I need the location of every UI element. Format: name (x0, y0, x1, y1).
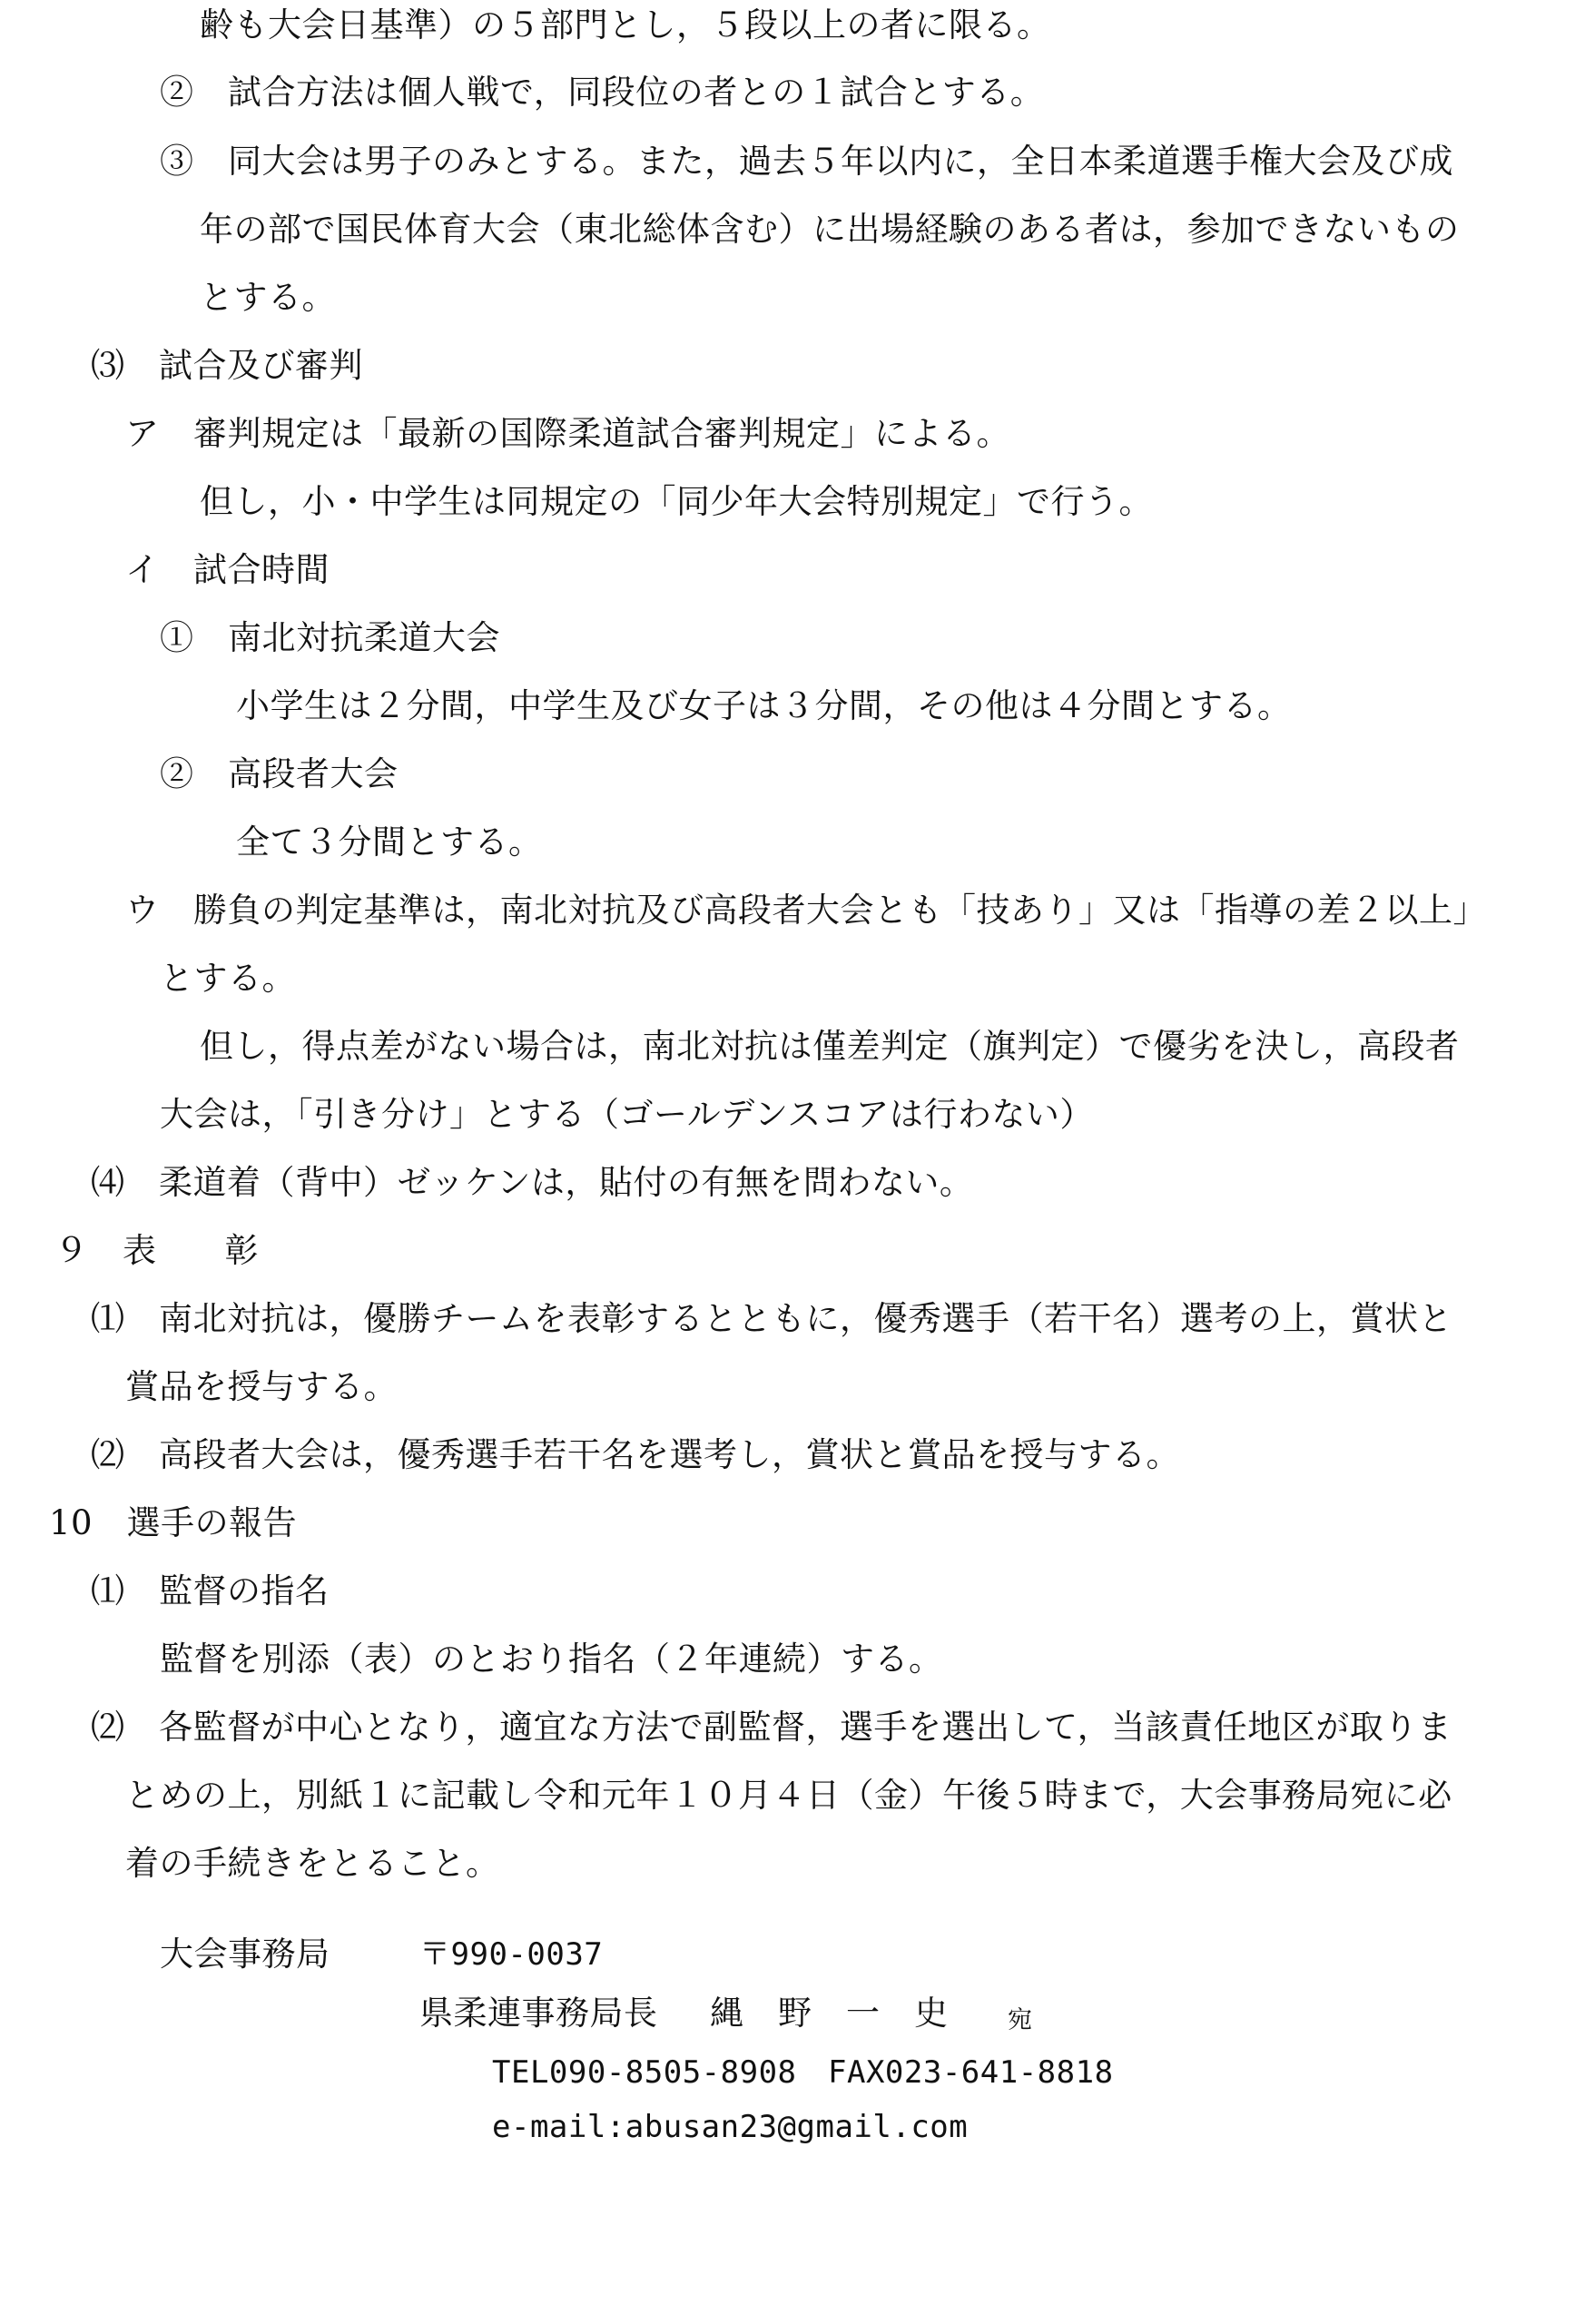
section-heading: 10 選手の報告 (49, 1503, 298, 1542)
text-line: とする。 (160, 959, 296, 998)
office-position: 県柔連事務局長 (419, 1994, 658, 2033)
text-line: ⑵ 各監督が中心となり，適宜な方法で副監督，選手を選出して，当該責任地区が取りま (91, 1708, 1452, 1747)
office-email[interactable]: e-mail:abusan23@gmail.com (492, 2109, 969, 2145)
text-line: 大会は，「引き分け」とする（ゴールデンスコアは行わない） (160, 1095, 1094, 1134)
text-line: 但し，得点差がない場合は，南北対抗は僅差判定（旗判定）で優劣を決し，高段者 (200, 1027, 1460, 1066)
office-addressee-suffix: 宛 (1008, 2006, 1033, 2034)
text-line: 但し，小・中学生は同規定の「同少年大会特別規定」で行う。 (200, 482, 1153, 521)
office-phone-fax: TEL090-8505-8908 FAX023-641-8818 (492, 2054, 1114, 2091)
text-line: ⑷ 柔道着（背中）ゼッケンは，貼付の有無を問わない。 (91, 1163, 974, 1202)
subsection-heading: ⑴ 監督の指名 (91, 1571, 330, 1610)
text-line: 着の手続きをとること。 (125, 1844, 500, 1883)
text-line: ア 審判規定は「最新の国際柔道試合審判規定」による。 (125, 414, 1010, 453)
office-person-name: 縄 野 一 史 (710, 1994, 949, 2033)
text-line: ③ 同大会は男子のみとする。また，過去５年以内に，全日本柔道選手権大会及び成 (160, 142, 1453, 181)
text-line: とする。 (200, 278, 336, 317)
text-line: 監督を別添（表）のとおり指名（２年連続）する。 (160, 1640, 943, 1679)
office-label: 大会事務局 (160, 1935, 330, 1974)
text-line: ② 高段者大会 (160, 754, 399, 793)
subsection-heading: イ 試合時間 (125, 550, 330, 589)
text-line: ⑵ 高段者大会は，優秀選手若干名を選考し，賞状と賞品を授与する。 (91, 1435, 1180, 1474)
text-line: 全て３分間とする。 (236, 822, 543, 862)
text-line: 年の部で国民体育大会（東北総体含む）に出場経験のある者は，参加できないもの (200, 210, 1460, 249)
text-line: ⑴ 南北対抗は，優勝チームを表彰するとともに，優秀選手（若干名）選考の上，賞状と (91, 1299, 1452, 1338)
text-line: 齢も大会日基準）の５部門とし，５段以上の者に限る。 (200, 5, 1051, 44)
text-line: 賞品を授与する。 (125, 1367, 398, 1406)
text-line: ウ 勝負の判定基準は，南北対抗及び高段者大会とも「技あり」又は「指導の差２以上」 (125, 891, 1487, 930)
section-heading: ９ 表 彰 (54, 1231, 259, 1270)
text-line: ① 南北対抗柔道大会 (160, 618, 500, 657)
text-line: とめの上，別紙１に記載し令和元年１０月４日（金）午後５時まで，大会事務局宛に必 (125, 1776, 1452, 1815)
text-line: ② 試合方法は個人戦で，同段位の者との１試合とする。 (160, 73, 1045, 112)
section-heading: ⑶ 試合及び審判 (91, 346, 363, 385)
text-line: 小学生は２分間，中学生及び女子は３分間，その他は４分間とする。 (236, 686, 1292, 725)
office-postal-code: 〒990-0037 (419, 1936, 604, 1973)
